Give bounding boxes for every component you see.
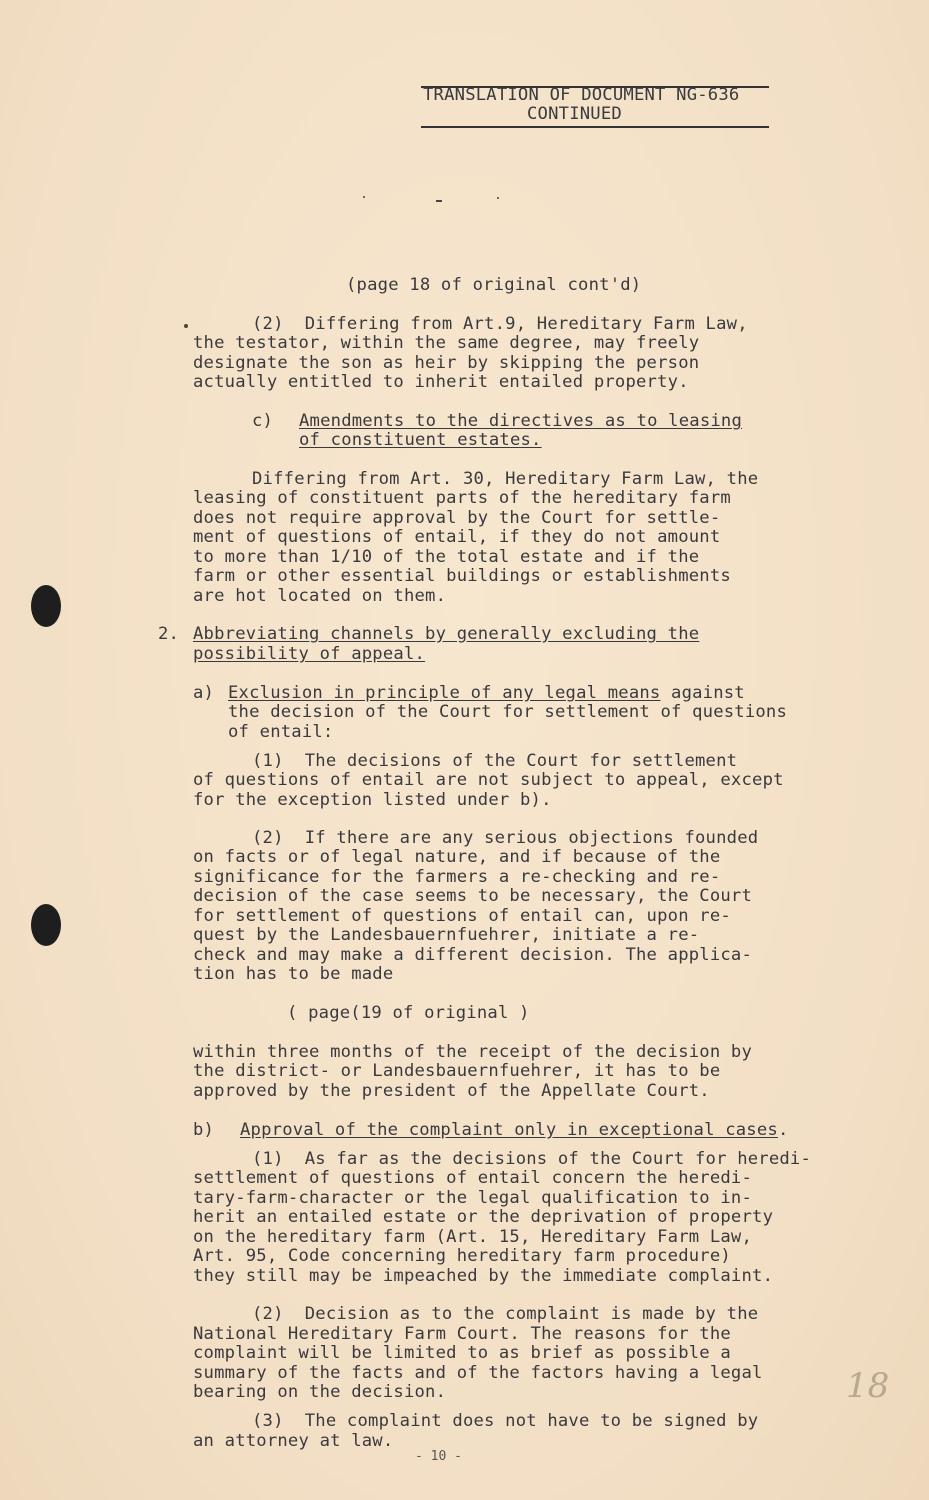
section-a-heading-line	[228, 684, 745, 704]
paragraph-a2-line: tion has to be made	[193, 964, 394, 984]
section-c-body-line: to more than 1/10 of the total estate and if the	[193, 547, 700, 567]
section-c-label: c)	[252, 411, 274, 431]
punch-hole	[31, 585, 61, 627]
paragraph-a2-continued-line: approved by the president of the Appellate Court.	[193, 1081, 710, 1101]
paragraph-a2-line: significance for the farmers a re-checking and re-	[193, 867, 721, 887]
paragraph-b2-line: (2) Decision as to the complaint is made by the	[252, 1304, 759, 1324]
section-a-heading: Exclusion in principle of any legal means	[228, 683, 661, 703]
section-c-body-line: farm or other essential buildings or establishments	[193, 566, 731, 586]
paragraph-b1-line: Art. 95, Code concerning hereditary farm procedure)	[193, 1246, 731, 1266]
section-c-body-line: Differing from Art. 30, Hereditary Farm Law, the	[252, 469, 759, 489]
stray-mark	[497, 197, 499, 199]
paragraph-b2-line: National Hereditary Farm Court. The reasons for the	[193, 1324, 731, 1344]
section-c-body-line: leasing of constituent parts of the hereditary farm	[193, 488, 731, 508]
section-c-body-line: does not require approval by the Court for settle-	[193, 508, 721, 528]
section-a-heading-rest: against	[660, 683, 745, 703]
section-a-label: a)	[193, 683, 215, 703]
footer-page-mark: - 10 -	[415, 1449, 462, 1464]
paragraph-b2-line: summary of the facts and of the factors having a legal	[193, 1363, 763, 1383]
paragraph-b1-line: herit an entailed estate or the deprivation of property	[193, 1207, 774, 1227]
paragraph-2-line: the testator, within the same degree, may freely	[193, 333, 700, 353]
paragraph-a2-line: for settlement of questions of entail can, upon re-	[193, 906, 731, 926]
page-reference-18: (page 18 of original cont'd)	[346, 275, 642, 295]
margin-dot	[184, 324, 188, 328]
paragraph-a1-line: for the exception listed under b).	[193, 790, 552, 810]
paragraph-a2-continued-line: the district- or Landesbauernfuehrer, it has to be	[193, 1061, 721, 1081]
section-c-heading: Amendments to the directives as to leasing	[299, 411, 743, 431]
paragraph-2-line: actually entitled to inherit entailed property.	[193, 372, 689, 392]
section-a-line: of entail:	[228, 722, 334, 742]
handwritten-page-number: 18	[846, 1366, 890, 1406]
section-c-body-line: ment of questions of entail, if they do not amount	[193, 527, 721, 547]
paragraph-b1-line: on the hereditary farm (Art. 15, Hereditary Farm Law,	[193, 1227, 753, 1247]
paragraph-b2-line: complaint will be limited to as brief as possible a	[193, 1343, 731, 1363]
paragraph-a1-line: of questions of entail are not subject to appeal, except	[193, 770, 784, 790]
document-title: TRANSLATION OF DOCUMENT NG-636	[423, 85, 740, 105]
page-reference-19: ( page(19 of original )	[287, 1003, 530, 1023]
section-a-line: the decision of the Court for settlement of questions	[228, 702, 788, 722]
paragraph-a2-line: decision of the case seems to be necessary, the Court	[193, 886, 753, 906]
section-b-heading-end: .	[777, 1120, 789, 1140]
paragraph-a2-line: quest by the Landesbauernfuehrer, initiate a re-	[193, 925, 700, 945]
paragraph-2-line: (2) Differing from Art.9, Hereditary Farm Law,	[252, 314, 748, 334]
paragraph-b3-line: (3) The complaint does not have to be signed by	[252, 1411, 759, 1431]
section-2-label: 2.	[158, 624, 180, 644]
paragraph-b1-line: (1) As far as the decisions of the Court for heredi-	[252, 1149, 812, 1169]
section-b-label: b)	[193, 1120, 215, 1140]
paragraph-a2-line: (2) If there are any serious objections founded	[252, 828, 759, 848]
paragraph-2-line: designate the son as heir by skipping the person	[193, 353, 700, 373]
paragraph-b1-line: tary-farm-character or the legal qualification to in-	[193, 1188, 753, 1208]
paragraph-b1-line: they still may be impeached by the immediate complaint.	[193, 1266, 774, 1286]
section-c-heading: of constituent estates.	[299, 430, 542, 450]
paragraph-b2-line: bearing on the decision.	[193, 1382, 447, 1402]
paragraph-b3-line: an attorney at law.	[193, 1431, 394, 1451]
section-2-heading: possibility of appeal.	[193, 644, 426, 664]
section-b-heading: Approval of the complaint only in exceptional cases	[240, 1120, 778, 1140]
paragraph-b1-line: settlement of questions of entail concern the heredi-	[193, 1168, 753, 1188]
paragraph-a1-line: (1) The decisions of the Court for settlement	[252, 751, 738, 771]
document-title-continued: CONTINUED	[527, 104, 622, 124]
paragraph-a2-line: on facts or of legal nature, and if because of the	[193, 847, 721, 867]
stray-mark	[363, 196, 365, 198]
section-c-body-line: are hot located on them.	[193, 586, 447, 606]
stray-mark	[436, 200, 442, 202]
paragraph-a2-line: check and may make a different decision. The applica-	[193, 945, 753, 965]
section-b-heading-line	[240, 1121, 789, 1141]
header-bottom-rule	[421, 126, 769, 128]
paragraph-a2-continued-line: within three months of the receipt of the decision by	[193, 1042, 753, 1062]
section-2-heading: Abbreviating channels by generally excluding the	[193, 624, 700, 644]
punch-hole	[31, 904, 61, 946]
